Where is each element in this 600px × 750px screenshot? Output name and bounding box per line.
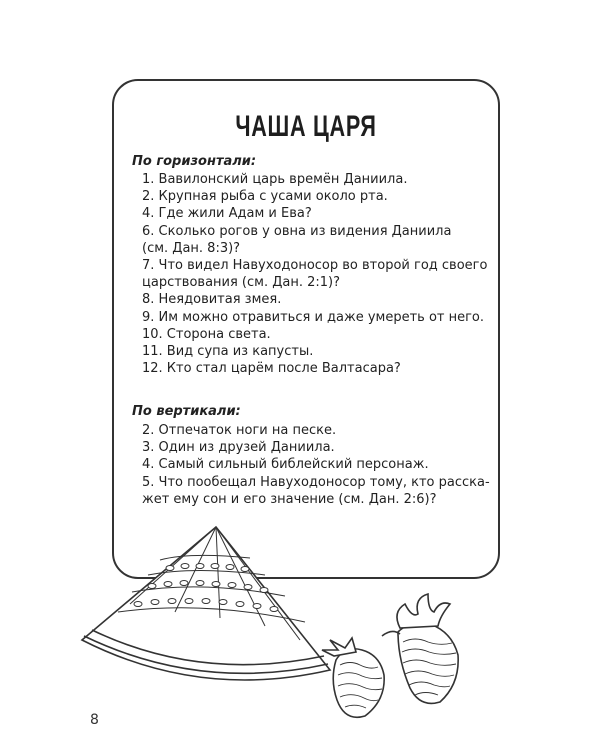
- clue-h-7-cont: царствования (см. Дан. 2:1)?: [142, 275, 341, 291]
- vertical-heading: По вертикали:: [132, 404, 241, 419]
- clue-h-12: 12. Кто стал царём после Валтасара?: [142, 361, 401, 377]
- clue-h-9: 9. Им можно отравиться и даже умереть от него.: [142, 309, 485, 325]
- page-title: ЧАША ЦАРЯ: [235, 110, 377, 143]
- clue-h-2: 2. Крупная рыба с усами около рта.: [142, 189, 388, 205]
- clue-h-8: 8. Неядовитая змея.: [142, 292, 282, 308]
- page-number: 8: [90, 712, 99, 728]
- clue-h-4: 4. Где жили Адам и Ева?: [142, 206, 312, 222]
- clue-h-6-cont: (см. Дан. 8:3)?: [142, 240, 241, 256]
- clue-h-1: 1. Вавилонский царь времён Даниила.: [142, 172, 408, 187]
- strawberry-icon: [382, 594, 458, 703]
- clue-v-3: 3. Один из друзей Даниила.: [142, 440, 335, 456]
- clue-v-4: 4. Самый сильный библейский персонаж.: [142, 457, 429, 473]
- clue-h-6: 6. Сколько рогов у овна из видения Даниила: [142, 223, 452, 239]
- horizontal-heading: По горизонтали:: [132, 154, 257, 169]
- clue-h-7: 7. Что видел Навуходоносор во второй год своего: [142, 258, 488, 274]
- watermelon-slice-icon: [82, 527, 330, 680]
- clue-h-11: 11. Вид супа из капусты.: [142, 344, 314, 360]
- clue-v-2: 2. Отпечаток ноги на песке.: [142, 423, 337, 438]
- strawberry-icon: [322, 638, 384, 717]
- clue-h-10: 10. Сторона света.: [142, 326, 271, 342]
- clue-v-5: 5. Что пообещал Навуходоносор тому, кто расска-: [142, 474, 490, 490]
- clue-v-5-cont: жет ему сон и его значение (см. Дан. 2:6)?: [142, 491, 437, 507]
